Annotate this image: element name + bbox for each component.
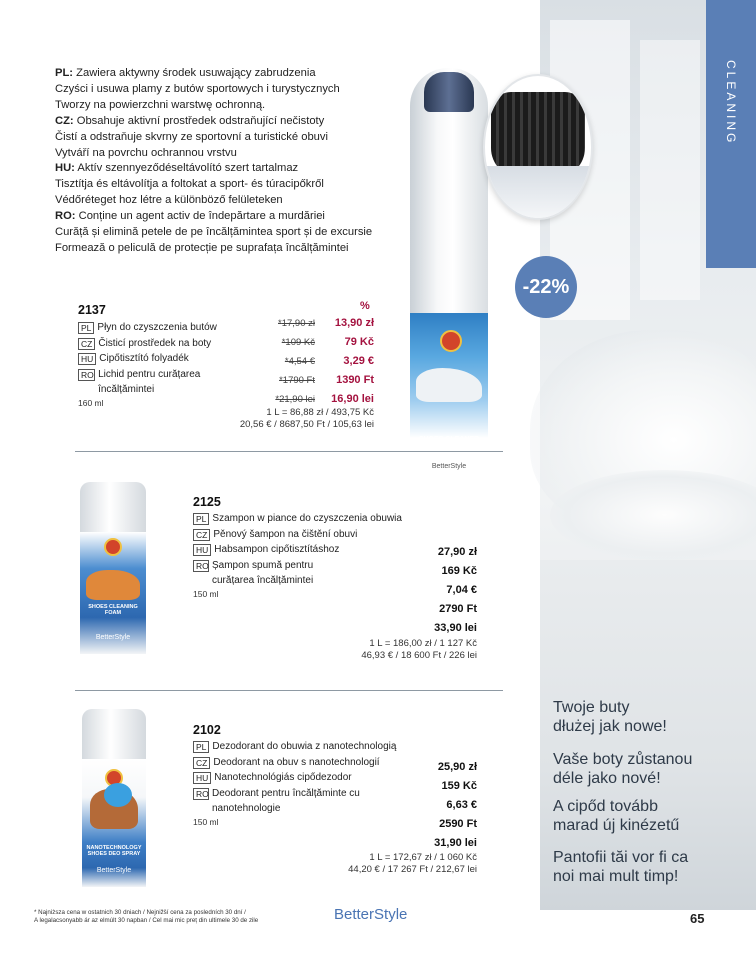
new-prices: 13,90 zł 79 Kč 3,29 € 1390 Ft 16,90 lei bbox=[331, 317, 374, 405]
product-names: PL Dezodorant do obuwia z nanotechnologią CZ Deodorant na obuv s nanotechnologií HU Nanotechnológiás cipődezodor RO Deodorant pentru încălțăminte cu nanotehnologie 150 ml bbox=[193, 741, 397, 827]
slogan-hu: A cipőd tovább marad új kinézetű bbox=[553, 798, 680, 834]
discount-badge: -22% bbox=[515, 256, 577, 318]
product-code: 2137 bbox=[78, 303, 106, 317]
slogan-ro: Pantofii tăi vor fi ca noi mai mult timp! bbox=[553, 849, 689, 885]
slogan-cz: Vaše boty zůstanou déle jako nové! bbox=[553, 751, 693, 787]
footer-logo: BetterStyle bbox=[334, 906, 408, 923]
slogan-pl: Twoje buty dłużej jak nowe! bbox=[553, 699, 667, 735]
old-prices: *17,90 zł *109 Kč *4,54 € *1790 Ft *21,90 lei bbox=[275, 318, 315, 405]
divider bbox=[75, 451, 503, 452]
unit-price: 1 L = 172,67 zł / 1 060 Kč 44,20 € / 17 267 Ft / 212,67 lei bbox=[348, 852, 477, 875]
product-code: 2102 bbox=[193, 723, 221, 737]
brush-closeup-image bbox=[483, 74, 593, 220]
product-description: PL: Zawiera aktywny środek usuwający zabrudzenia Czyści i usuwa plamy z butów sportowych i turystycznych Tworzy na powierzchni warstwę ochronną. CZ: Obsahuje aktivní prostředek odstraňující nečistoty Čistí a odstraňuje skvrny ze sportovní a turistické obuvi Vytváří na povrchu ochrannou vrstvu HU: Aktív szennyeződéseltávolító szert tartalmaz Tisztítja és eltávolítja a foltokat a sport- és túracipőkről Védőréteget hoz létre a különböző felületeken RO: Conține un agent activ de îndepărtare a murdăriei Curăță și elimină petele de pe încălțămintea sport și de excursie Formează o peliculă de protecție pe suprafața încălțămintei bbox=[55, 67, 373, 254]
prices: 27,90 zł 169 Kč 7,04 € 2790 Ft 33,90 lei bbox=[434, 546, 477, 634]
deo-spray-can-image: NANOTECHNOLOGY SHOES DEO SPRAY BetterStyle bbox=[82, 709, 146, 887]
discount-percent-header: % bbox=[360, 300, 370, 312]
product-code: 2125 bbox=[193, 495, 221, 509]
divider bbox=[75, 690, 503, 691]
unit-price: 1 L = 86,88 zł / 493,75 Kč 20,56 € / 8687,50 Ft / 105,63 lei bbox=[239, 407, 374, 430]
product-names: PL Szampon w piance do czyszczenia obuwia CZ Pěnový šampon na čištění obuvi HU Habsampon cipőtisztításhoz RO Șampon spumă pentru curățarea încălțămintei 150 ml bbox=[193, 513, 402, 599]
footnote: * Najniższa cena w ostatnich 30 dniach / Nejnižší cena za posledních 30 dní / A legalacsonyabb ár az elmúlt 30 napban / Cel mai mic preț din ultimele 30 de zile bbox=[34, 909, 259, 924]
page-number: 65 bbox=[690, 911, 705, 926]
foam-can-image: SHOES CLEANING FOAM BetterStyle bbox=[80, 482, 146, 654]
shoes-cleaner-bottle-image: SHOES CLEANER BetterStyle bbox=[410, 68, 488, 416]
category-tab-label: CLEANING bbox=[724, 60, 738, 146]
unit-price: 1 L = 186,00 zł / 1 127 Kč 46,93 € / 18 600 Ft / 226 lei bbox=[361, 638, 477, 661]
product-names: PL Płyn do czyszczenia butów CZ Čisticí prostředek na boty HU Cipőtisztító folyadék RO Lichid pentru curățarea încălțămintei 160 ml bbox=[78, 322, 217, 408]
prices: 25,90 zł 159 Kč 6,63 € 2590 Ft 31,90 lei bbox=[434, 761, 477, 849]
